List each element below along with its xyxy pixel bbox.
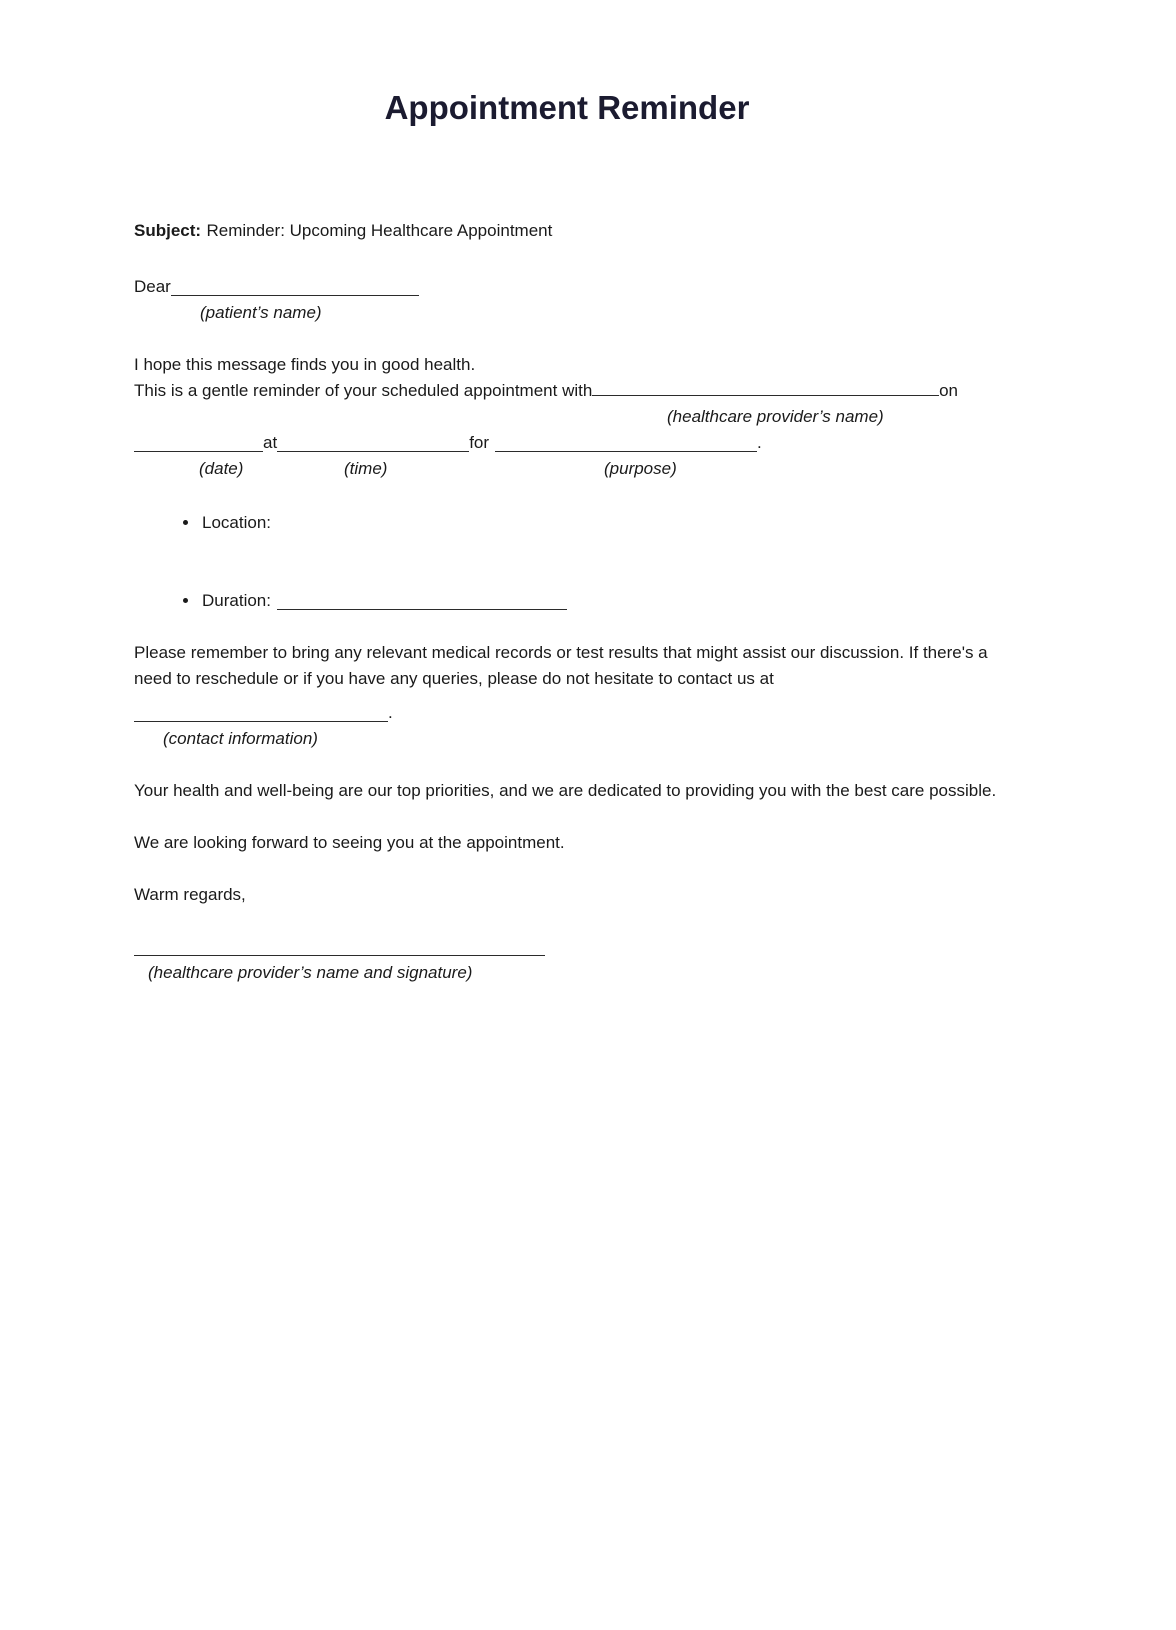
time-hint: (time) [344,459,388,478]
duration-item [200,588,1000,614]
provider-name-blank [592,378,939,396]
contact-period: . [388,703,393,722]
reminder-line [134,378,958,404]
signature-blank [134,938,545,956]
provider-name-hint: (healthcare provider’s name) [667,407,884,426]
intro-line: I hope this message finds you in good health. [134,355,476,374]
duration-blank [277,592,567,610]
subject-text: Reminder: Upcoming Healthcare Appointment [206,221,553,240]
page-title: Appointment Reminder [384,89,750,126]
location-label: Location: [202,513,271,532]
at-word: at [263,433,278,452]
signature-hint: (healthcare provider’s name and signature) [148,963,473,982]
location-item [200,510,1000,536]
time-blank [277,434,469,452]
reminder-line-prefix: This is a gentle reminder of your scheduled appointment with [134,381,593,400]
signature-line [134,934,1000,960]
patient-name-hint: (patient’s name) [200,303,322,322]
signoff: Warm regards, [134,885,246,904]
date-blank [134,434,263,452]
records-paragraph: Please remember to bring any relevant medical records or test results that might assist our discussion. If there's a need to reschedule or if you have any queries, please do not hesitate to contact us at [134,643,988,688]
date-hint: (date) [199,459,244,478]
contact-blank [134,704,388,722]
schedule-line [134,430,1000,456]
looking-forward-paragraph: We are looking forward to seeing you at the appointment. [134,833,565,852]
schedule-hints [134,456,1000,482]
details-list [134,510,1000,614]
contact-line [134,700,1000,726]
patient-name-blank [171,278,419,296]
salutation-prefix: Dear [134,277,171,296]
duration-label: Duration: [202,591,271,610]
contact-hint: (contact information) [163,729,318,748]
purpose-blank [495,434,757,452]
wellbeing-paragraph: Your health and well-being are our top priorities, and we are dedicated to providing you with the best care possible. [134,781,997,800]
subject-label: Subject: [134,221,202,240]
reminder-line-suffix: on [939,381,958,400]
salutation-line [134,274,1000,300]
purpose-hint: (purpose) [604,459,677,478]
for-word: for [469,433,490,452]
subject-line [134,218,1000,244]
schedule-period: . [757,433,762,452]
